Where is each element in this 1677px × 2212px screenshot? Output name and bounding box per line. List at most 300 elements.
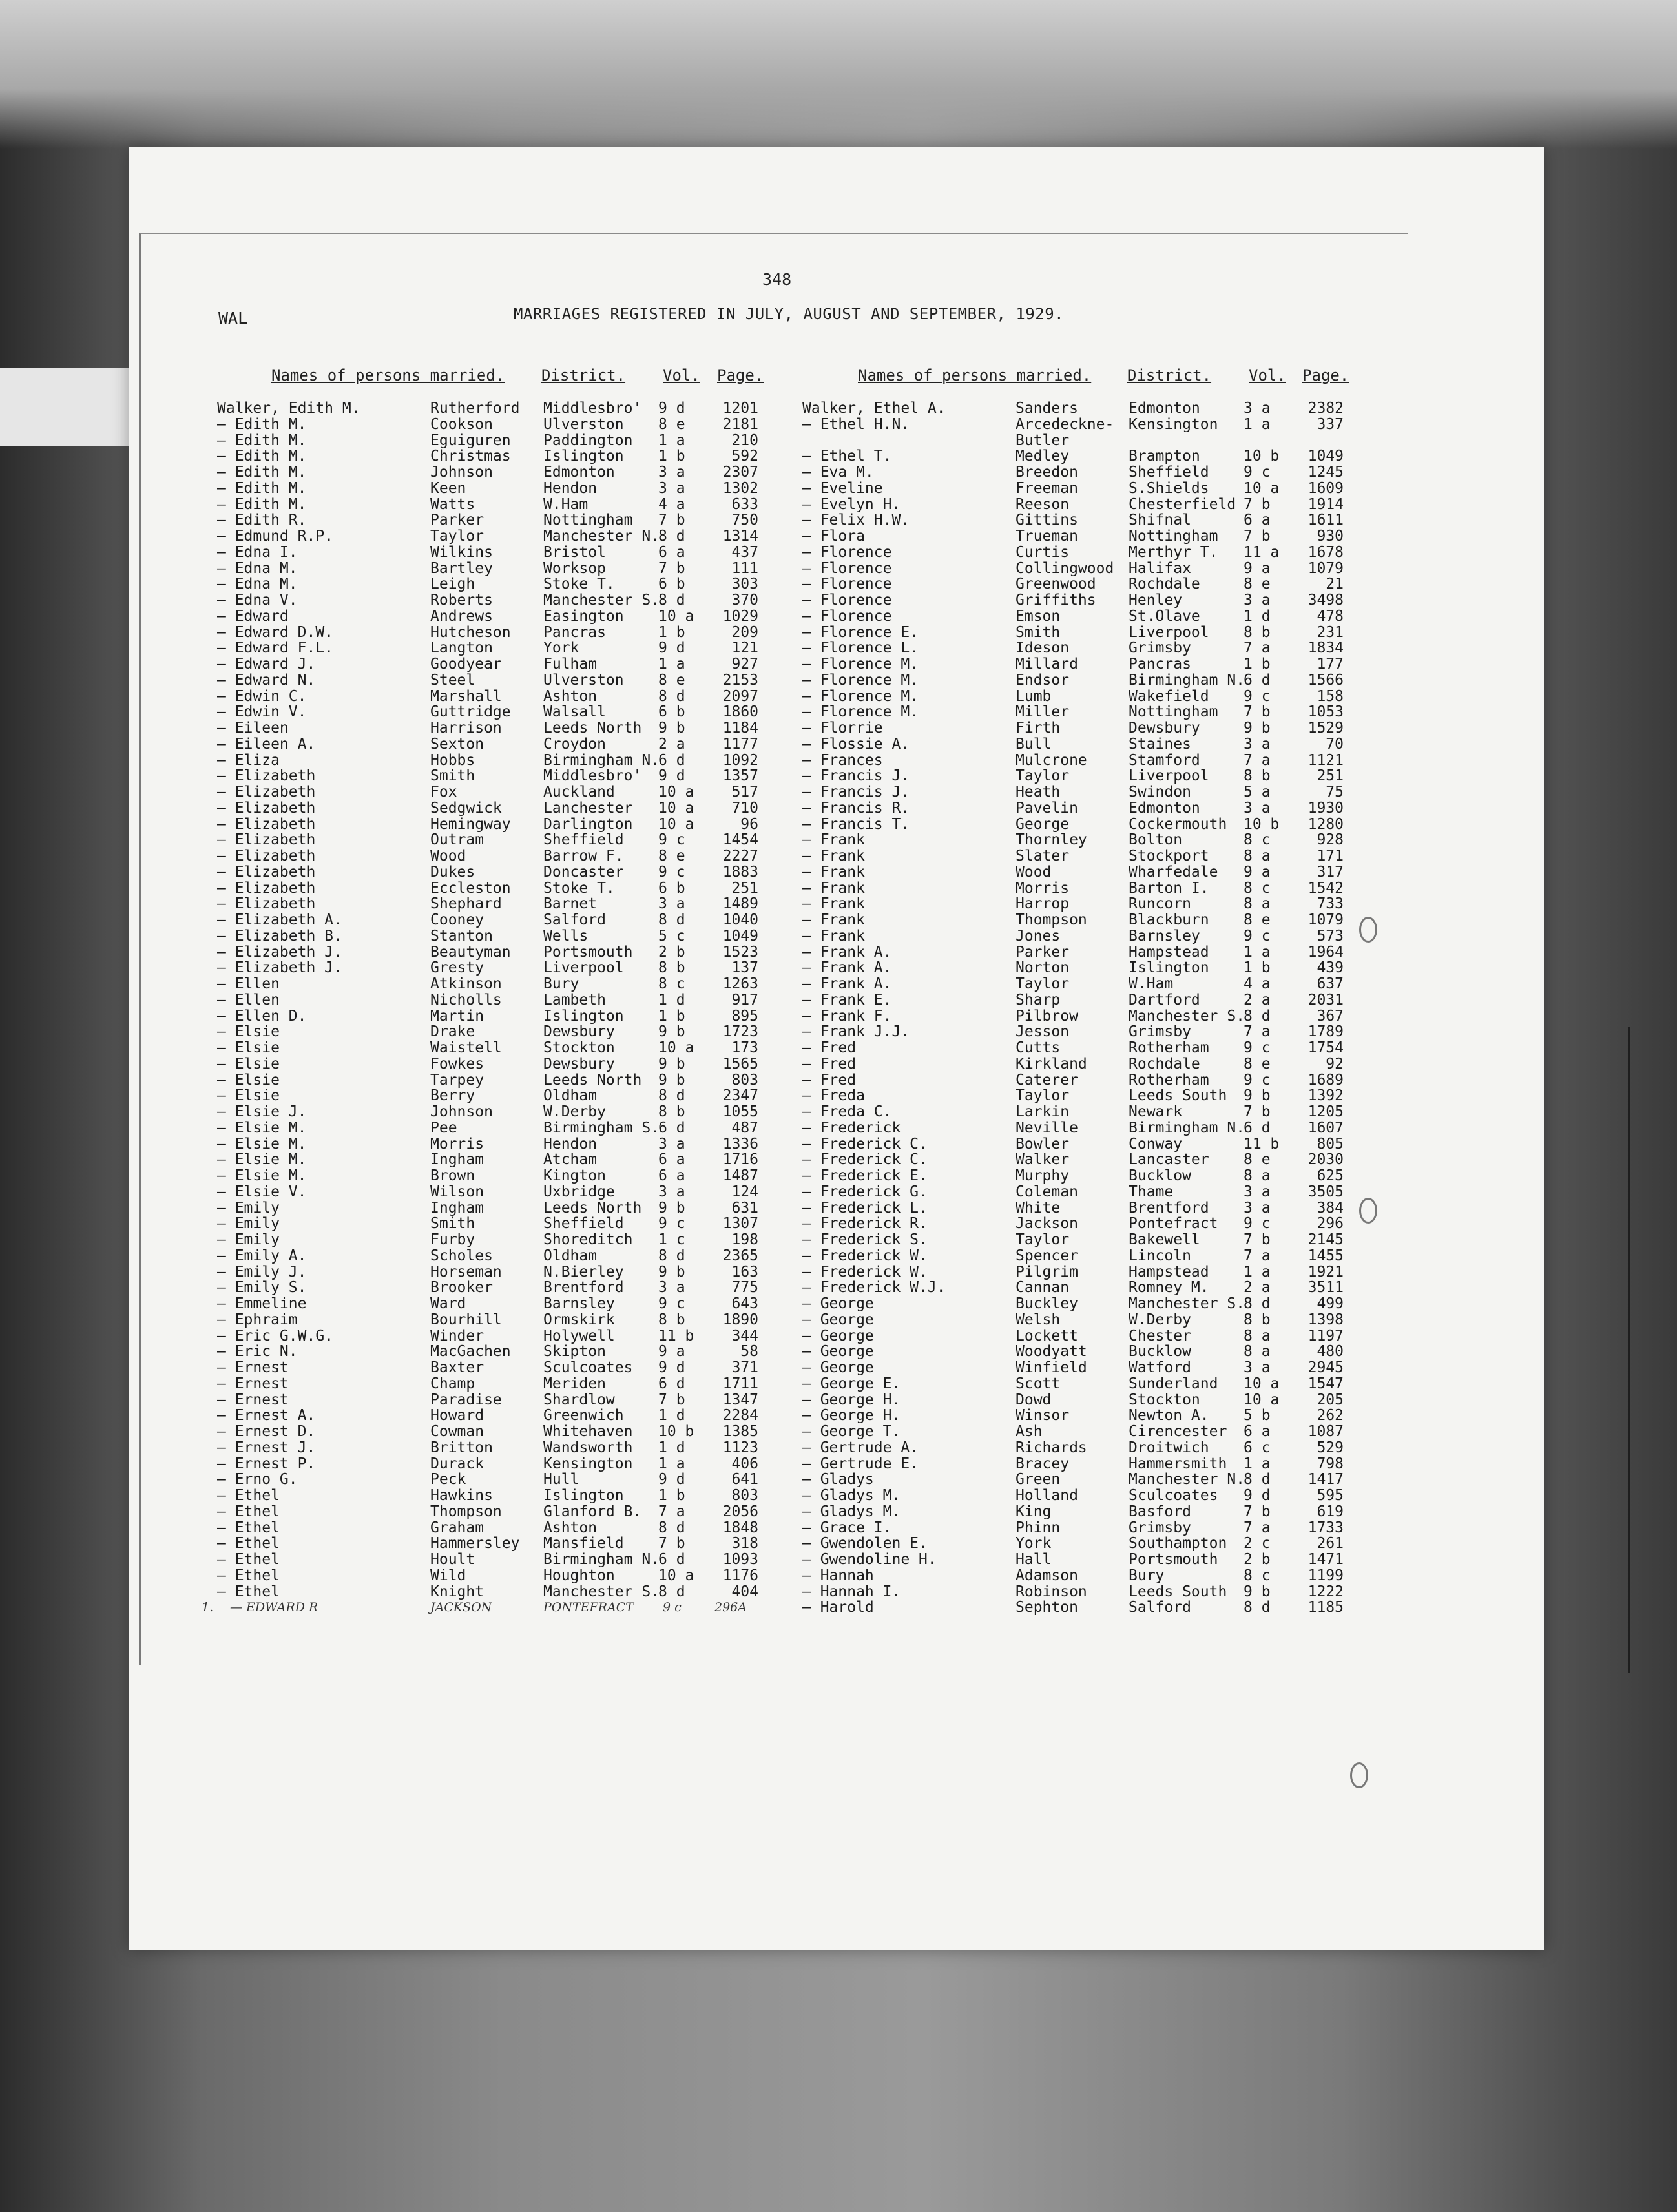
register-entry xyxy=(802,1440,1384,1456)
entry-spouse-surname: Wilkins xyxy=(430,543,493,561)
scan-edge-line xyxy=(1628,1027,1630,1673)
register-entry xyxy=(802,1200,1384,1216)
entry-given-name: — Ethel T. xyxy=(802,448,892,465)
entry-district: Mansfield xyxy=(543,1535,624,1552)
entry-spouse-surname: Cannan xyxy=(1016,1279,1070,1297)
entry-page: 930 xyxy=(1317,528,1344,545)
entry-district: Liverpool xyxy=(543,959,624,977)
entry-page: 1529 xyxy=(1307,720,1344,736)
register-entry xyxy=(217,704,798,720)
entry-page: 296 xyxy=(1317,1215,1344,1233)
entry-spouse-surname: Griffiths xyxy=(1016,592,1096,609)
entry-spouse-surname: White xyxy=(1016,1199,1061,1216)
entry-volume: 7 b xyxy=(1244,1503,1271,1520)
entry-page: 2145 xyxy=(1307,1231,1344,1248)
entry-district: Paddington xyxy=(543,432,633,449)
entry-spouse-surname: Miller xyxy=(1016,704,1070,721)
entry-spouse-surname: Medley xyxy=(1016,448,1070,465)
entry-volume: 7 a xyxy=(1244,1247,1271,1264)
entry-volume: 4 a xyxy=(1244,976,1271,992)
entry-page: 92 xyxy=(1326,1055,1344,1072)
entry-district: Manchester S. xyxy=(1129,1295,1245,1312)
entry-volume: 8 c xyxy=(1244,831,1271,849)
entry-spouse-surname: Taylor xyxy=(1016,767,1070,785)
register-entry xyxy=(802,625,1384,641)
entry-given-name: — Flora xyxy=(802,528,865,545)
entry-district: Halifax xyxy=(1129,559,1191,577)
register-entry xyxy=(217,1376,798,1392)
register-entry xyxy=(802,1248,1384,1264)
entry-page: 251 xyxy=(1317,767,1344,785)
entry-spouse-surname: Sedgwick xyxy=(430,799,502,817)
entry-district: Barnsley xyxy=(1129,927,1200,944)
entry-volume: 9 d xyxy=(658,400,685,417)
register-entry xyxy=(217,817,798,833)
entry-district: Ashton xyxy=(543,687,598,705)
register-entry xyxy=(802,1456,1384,1472)
register-entry xyxy=(802,1184,1384,1200)
entry-given-name: — Ethel xyxy=(217,1535,280,1552)
entry-spouse-surname: Smith xyxy=(430,767,475,785)
entry-page: 1079 xyxy=(1307,912,1344,928)
entry-spouse-surname: Christmas xyxy=(430,448,511,465)
entry-district: Portsmouth xyxy=(543,943,633,961)
entry-page: 1930 xyxy=(1307,799,1344,817)
register-entry xyxy=(217,592,798,609)
entry-volume: 9 d xyxy=(1244,1487,1271,1504)
entry-district: Manchester S. xyxy=(543,1583,660,1600)
entry-page: 1523 xyxy=(722,943,758,961)
entry-given-name: — Gertrude E. xyxy=(802,1455,919,1472)
entry-given-name: — Frank A. xyxy=(802,959,892,977)
entry-given-name: — Fred xyxy=(802,1071,857,1089)
entry-given-name: — Elizabeth A. xyxy=(217,912,342,928)
entry-spouse-surname: Baxter xyxy=(430,1359,484,1376)
entry-volume: 9 b xyxy=(658,1071,685,1089)
entry-page: 1848 xyxy=(722,1519,758,1536)
entry-volume: 9 b xyxy=(658,1263,685,1280)
entry-district: Newark xyxy=(1129,1103,1183,1120)
entry-spouse-surname: Dowd xyxy=(1016,1391,1052,1408)
register-entry xyxy=(802,1280,1384,1296)
entry-page: 1222 xyxy=(1307,1583,1344,1600)
entry-page: 1964 xyxy=(1307,943,1344,961)
entry-page: 3511 xyxy=(1307,1279,1344,1297)
entry-spouse-surname: Parker xyxy=(430,512,484,529)
entry-spouse-surname: Wild xyxy=(430,1567,466,1584)
entry-spouse-surname: Outram xyxy=(430,831,484,849)
entry-volume: 1 d xyxy=(658,1439,685,1456)
left-header-page: Page. xyxy=(717,366,764,384)
entry-district: Leeds North xyxy=(543,720,642,736)
entry-given-name: — Francis R. xyxy=(802,799,910,817)
entry-spouse-surname: Howard xyxy=(430,1407,484,1424)
entry-page: 1547 xyxy=(1307,1375,1344,1392)
register-entry xyxy=(217,609,798,625)
entry-page: 124 xyxy=(731,1183,758,1200)
entry-given-name: — Elizabeth B. xyxy=(217,927,342,944)
entry-given-name: — Frederick L. xyxy=(802,1199,928,1216)
entry-given-name: — Francis T. xyxy=(802,815,910,833)
entry-spouse-surname: Beautyman xyxy=(430,943,511,961)
register-entry xyxy=(802,817,1384,833)
entry-page: 1454 xyxy=(722,831,758,849)
entry-given-name: — Edith M. xyxy=(217,479,307,497)
entry-volume: 9 d xyxy=(658,767,685,785)
entry-district: Nottingham xyxy=(543,512,633,529)
entry-spouse-surname: Wood xyxy=(1016,863,1052,881)
entry-volume: 11 b xyxy=(1244,1135,1280,1153)
entry-volume: 1 a xyxy=(658,1455,685,1472)
entry-spouse-surname: Britton xyxy=(430,1439,493,1456)
entry-page: 1489 xyxy=(722,895,758,913)
entry-volume: 8 a xyxy=(1244,895,1271,913)
entry-spouse-surname: Roberts xyxy=(430,592,493,609)
entry-spouse-surname: Woodyatt xyxy=(1016,1343,1087,1361)
entry-district: Wells xyxy=(543,927,589,944)
entry-spouse-surname: Adamson xyxy=(1016,1567,1078,1584)
entry-volume: 8 a xyxy=(1244,848,1271,864)
entry-page: 404 xyxy=(731,1583,758,1600)
entry-district: Whitehaven xyxy=(543,1423,633,1440)
entry-volume: 8 a xyxy=(1244,1327,1271,1344)
register-entry xyxy=(217,1232,798,1248)
entry-volume: 6 d xyxy=(1244,1119,1271,1136)
entry-spouse-surname: Atkinson xyxy=(430,976,502,992)
entry-page: 499 xyxy=(1317,1295,1344,1312)
entry-page: 1455 xyxy=(1307,1247,1344,1264)
register-entry xyxy=(217,689,798,705)
entry-given-name: — Elsie xyxy=(217,1039,280,1056)
entry-spouse-surname: Pilbrow xyxy=(1016,1007,1078,1025)
entry-given-name: — George H. xyxy=(802,1391,901,1408)
entry-district: Dartford xyxy=(1129,991,1200,1008)
entry-volume: 1 b xyxy=(1244,959,1271,977)
entry-page: 303 xyxy=(731,576,758,593)
handwritten-marker: 1. xyxy=(202,1600,214,1615)
entry-given-name: — Elsie M. xyxy=(217,1151,307,1169)
entry-page: 1185 xyxy=(1307,1599,1344,1616)
entry-volume: 7 b xyxy=(1244,1231,1271,1248)
entry-given-name: — Freda C. xyxy=(802,1103,892,1120)
handwritten-page: 296A xyxy=(714,1600,747,1615)
entry-spouse-surname: Jackson xyxy=(1016,1215,1078,1233)
entry-district: Hampstead xyxy=(1129,943,1209,961)
entry-spouse-surname: Sexton xyxy=(430,735,484,753)
entry-spouse-surname: Watts xyxy=(430,496,475,513)
entry-page: 205 xyxy=(1317,1391,1344,1408)
entry-district: Blackburn xyxy=(1129,912,1209,928)
entry-page: 337 xyxy=(1317,415,1344,433)
entry-page: 1834 xyxy=(1307,640,1344,657)
register-entry xyxy=(217,800,798,817)
register-entry xyxy=(217,881,798,897)
register-entry xyxy=(217,1312,798,1328)
entry-given-name: — Eveline xyxy=(802,479,883,497)
entry-volume: 8 e xyxy=(1244,1151,1271,1169)
register-entry xyxy=(802,1024,1384,1040)
entry-spouse-surname: Shephard xyxy=(430,895,502,913)
entry-given-name: — Emily xyxy=(217,1231,280,1248)
entry-given-name: — Frank E. xyxy=(802,991,892,1008)
entry-spouse-surname: Champ xyxy=(430,1375,475,1392)
register-entry xyxy=(802,448,1384,464)
entry-page: 631 xyxy=(731,1199,758,1216)
entry-district: Manchester S. xyxy=(543,592,660,609)
entry-district: Barton I. xyxy=(1129,879,1209,897)
entry-spouse-surname: Pilgrim xyxy=(1016,1263,1078,1280)
entry-given-name: — Florrie xyxy=(802,720,883,736)
entry-volume: 9 d xyxy=(658,640,685,657)
entry-spouse-surname: Durack xyxy=(430,1455,484,1472)
entry-volume: 6 a xyxy=(658,543,685,561)
register-entry xyxy=(802,1520,1384,1536)
entry-volume: 10 a xyxy=(1244,479,1280,497)
entry-page: 928 xyxy=(1317,831,1344,849)
entry-district: Hendon xyxy=(543,479,598,497)
entry-given-name: — Ernest xyxy=(217,1359,289,1376)
entry-district: Leeds South xyxy=(1129,1087,1227,1105)
entry-volume: 9 c xyxy=(1244,1071,1271,1089)
entry-volume: 2 c xyxy=(1244,1535,1271,1552)
entry-page: 1609 xyxy=(1307,479,1344,497)
entry-district: Bury xyxy=(1129,1567,1165,1584)
register-entry xyxy=(217,640,798,656)
entry-district: W.Derby xyxy=(543,1103,606,1120)
entry-given-name: — Ethel xyxy=(217,1487,280,1504)
register-entry xyxy=(802,1088,1384,1104)
entry-spouse-surname: Cutts xyxy=(1016,1039,1061,1056)
entry-district: Bakewell xyxy=(1129,1231,1200,1248)
entry-volume: 8 d xyxy=(658,1519,685,1536)
entry-volume: 8 e xyxy=(1244,1055,1271,1072)
entry-district: Atcham xyxy=(543,1151,598,1169)
entry-spouse-surname: Thompson xyxy=(430,1503,502,1520)
register-entry xyxy=(217,625,798,641)
entry-district: Kensington xyxy=(543,1455,633,1472)
entry-spouse-surname: Pavelin xyxy=(1016,799,1078,817)
entry-volume: 10 a xyxy=(658,799,694,817)
register-entry xyxy=(802,1120,1384,1136)
entry-spouse-surname: Fowkes xyxy=(430,1055,484,1072)
entry-volume: 1 a xyxy=(1244,1263,1271,1280)
entry-spouse-surname: Johnson xyxy=(430,464,493,481)
entry-page: 1197 xyxy=(1307,1327,1344,1344)
entry-given-name: — Frank xyxy=(802,831,865,849)
entry-page: 58 xyxy=(740,1343,758,1361)
entry-given-name: — Edna I. xyxy=(217,543,298,561)
entry-volume: 10 b xyxy=(658,1423,694,1440)
entry-volume: 8 e xyxy=(1244,576,1271,593)
entry-district: Liverpool xyxy=(1129,767,1209,785)
entry-given-name: — Gladys M. xyxy=(802,1487,901,1504)
entry-page: 1860 xyxy=(722,704,758,721)
entry-spouse-surname: Stanton xyxy=(430,927,493,944)
handwritten-volume: 9 c xyxy=(663,1600,682,1615)
entry-volume: 7 a xyxy=(658,1503,685,1520)
entry-given-name: — Ephraim xyxy=(217,1311,298,1328)
entry-given-name: — Grace I. xyxy=(802,1519,892,1536)
register-entry xyxy=(217,1024,798,1040)
entry-spouse-surname: Rutherford xyxy=(430,400,520,417)
entry-page: 198 xyxy=(731,1231,758,1248)
entry-spouse-surname: Welsh xyxy=(1016,1311,1061,1328)
entry-spouse-surname: Buckley xyxy=(1016,1295,1078,1312)
entry-page: 2181 xyxy=(722,415,758,433)
handwritten-entry xyxy=(202,1600,798,1616)
entry-page: 1542 xyxy=(1307,879,1344,897)
entry-volume: 1 b xyxy=(658,623,685,641)
entry-volume: 1 b xyxy=(1244,656,1271,673)
entry-page: 1079 xyxy=(1307,559,1344,577)
left-header-district: District. xyxy=(541,366,626,384)
register-entry xyxy=(217,1520,798,1536)
register-entry xyxy=(217,736,798,753)
entry-spouse-surname: Eccleston xyxy=(430,879,511,897)
register-entry xyxy=(217,656,798,673)
entry-spouse-surname: Nicholls xyxy=(430,991,502,1008)
entry-page: 344 xyxy=(731,1327,758,1344)
entry-volume: 8 c xyxy=(1244,879,1271,897)
entry-district: Runcorn xyxy=(1129,895,1191,913)
entry-given-name: — George H. xyxy=(802,1407,901,1424)
entry-volume: 10 b xyxy=(1244,815,1280,833)
entry-spouse-surname: Lumb xyxy=(1016,687,1052,705)
entry-district: Southampton xyxy=(1129,1535,1227,1552)
entry-volume: 10 a xyxy=(658,1039,694,1056)
entry-spouse-surname: Butler xyxy=(1016,432,1070,449)
entry-volume: 8 b xyxy=(658,959,685,977)
entry-given-name: — Felix H.W. xyxy=(802,512,910,529)
entry-volume: 2 a xyxy=(658,735,685,753)
entry-district: Bury xyxy=(543,976,579,992)
entry-district: Conway xyxy=(1129,1135,1183,1153)
entry-given-name: — Edith M. xyxy=(217,448,307,465)
entry-district: Shifnal xyxy=(1129,512,1191,529)
entry-spouse-surname: Andrews xyxy=(430,607,493,625)
register-entry xyxy=(802,1472,1384,1488)
entry-page: 171 xyxy=(1317,848,1344,864)
entry-district: Uxbridge xyxy=(543,1183,615,1200)
register-entry xyxy=(217,1360,798,1376)
entry-volume: 1 a xyxy=(658,656,685,673)
entry-volume: 7 b xyxy=(658,1535,685,1552)
entry-given-name: — Ernest xyxy=(217,1375,289,1392)
register-entry xyxy=(217,1488,798,1504)
register-entry xyxy=(217,848,798,864)
entry-district: Fulham xyxy=(543,656,598,673)
page-title: MARRIAGES REGISTERED IN JULY, AUGUST AND SEPTEMBER, 1929. xyxy=(514,305,1065,323)
entry-volume: 8 d xyxy=(1244,1599,1271,1616)
register-entry xyxy=(802,433,1384,449)
entry-page: 439 xyxy=(1317,959,1344,977)
entry-volume: 6 d xyxy=(1244,671,1271,689)
entry-spouse-surname: Berry xyxy=(430,1087,475,1105)
entry-volume: 8 d xyxy=(658,687,685,705)
entry-volume: 8 d xyxy=(658,1247,685,1264)
entry-district: Newton A. xyxy=(1129,1407,1209,1424)
register-entry xyxy=(802,944,1384,961)
register-entry xyxy=(802,1312,1384,1328)
entry-volume: 7 a xyxy=(1244,751,1271,769)
entry-given-name: — Elsie M. xyxy=(217,1167,307,1184)
entry-spouse-surname: Winsor xyxy=(1016,1407,1070,1424)
register-entry xyxy=(802,881,1384,897)
entry-volume: 8 a xyxy=(1244,1343,1271,1361)
register-entry xyxy=(802,464,1384,481)
entry-spouse-surname: Harrison xyxy=(430,720,502,736)
entry-volume: 1 d xyxy=(658,991,685,1008)
register-entry xyxy=(802,736,1384,753)
entry-spouse-surname: Guttridge xyxy=(430,704,511,721)
entry-given-name: — Gladys M. xyxy=(802,1503,901,1520)
entry-district: Darlington xyxy=(543,815,633,833)
entry-district: Stockton xyxy=(1129,1391,1200,1408)
entry-given-name: — Edward D.W. xyxy=(217,623,334,641)
register-entry xyxy=(802,753,1384,769)
entry-page: 262 xyxy=(1317,1407,1344,1424)
entry-volume: 1 a xyxy=(1244,1455,1271,1472)
entry-volume: 3 a xyxy=(658,479,685,497)
entry-given-name: — Elizabeth xyxy=(217,831,316,849)
entry-district: Romney M. xyxy=(1129,1279,1209,1297)
entry-volume: 7 b xyxy=(658,1391,685,1408)
entry-page: 1611 xyxy=(1307,512,1344,529)
entry-given-name: — Edna V. xyxy=(217,592,298,609)
entry-volume: 10 a xyxy=(658,607,694,625)
entry-given-name: — Elizabeth xyxy=(217,848,316,864)
entry-page: 2031 xyxy=(1307,991,1344,1008)
entry-volume: 4 a xyxy=(658,496,685,513)
entry-given-name: — George E. xyxy=(802,1375,901,1392)
entry-spouse-surname: Hemingway xyxy=(430,815,511,833)
register-entry xyxy=(217,1328,798,1344)
entry-spouse-surname: Green xyxy=(1016,1471,1061,1488)
register-entry xyxy=(217,832,798,848)
entry-spouse-surname: Marshall xyxy=(430,687,502,705)
entry-page: 1398 xyxy=(1307,1311,1344,1328)
entry-given-name: — Eva M. xyxy=(802,464,874,481)
entry-page: 637 xyxy=(1317,976,1344,992)
entry-page: 2030 xyxy=(1307,1151,1344,1169)
entry-page: 1176 xyxy=(722,1567,758,1584)
entry-page: 895 xyxy=(731,1007,758,1025)
entry-volume: 6 d xyxy=(658,751,685,769)
entry-given-name: — Elizabeth J. xyxy=(217,943,342,961)
entry-given-name: — Elizabeth xyxy=(217,879,316,897)
entry-given-name: — Elsie V. xyxy=(217,1183,307,1200)
entry-given-name: — Frederick E. xyxy=(802,1167,928,1184)
register-entry xyxy=(802,704,1384,720)
handwritten-surname: JACKSON xyxy=(430,1600,492,1615)
entry-volume: 3 a xyxy=(1244,1199,1271,1216)
entry-district: Rochdale xyxy=(1129,576,1200,593)
register-entry xyxy=(217,928,798,944)
entry-given-name: — Fred xyxy=(802,1039,857,1056)
entry-page: 2056 xyxy=(722,1503,758,1520)
entry-spouse-surname: Larkin xyxy=(1016,1103,1070,1120)
entry-volume: 10 a xyxy=(658,1567,694,1584)
entry-district: Basford xyxy=(1129,1503,1191,1520)
entry-district: W.Ham xyxy=(543,496,589,513)
entry-given-name: — Elsie xyxy=(217,1023,280,1041)
register-entry xyxy=(217,1040,798,1056)
entry-spouse-surname: Waistell xyxy=(430,1039,502,1056)
entry-district: Hampstead xyxy=(1129,1263,1209,1280)
page-number: 348 xyxy=(762,270,792,289)
entry-page: 158 xyxy=(1317,687,1344,705)
entry-spouse-surname: Thornley xyxy=(1016,831,1087,849)
